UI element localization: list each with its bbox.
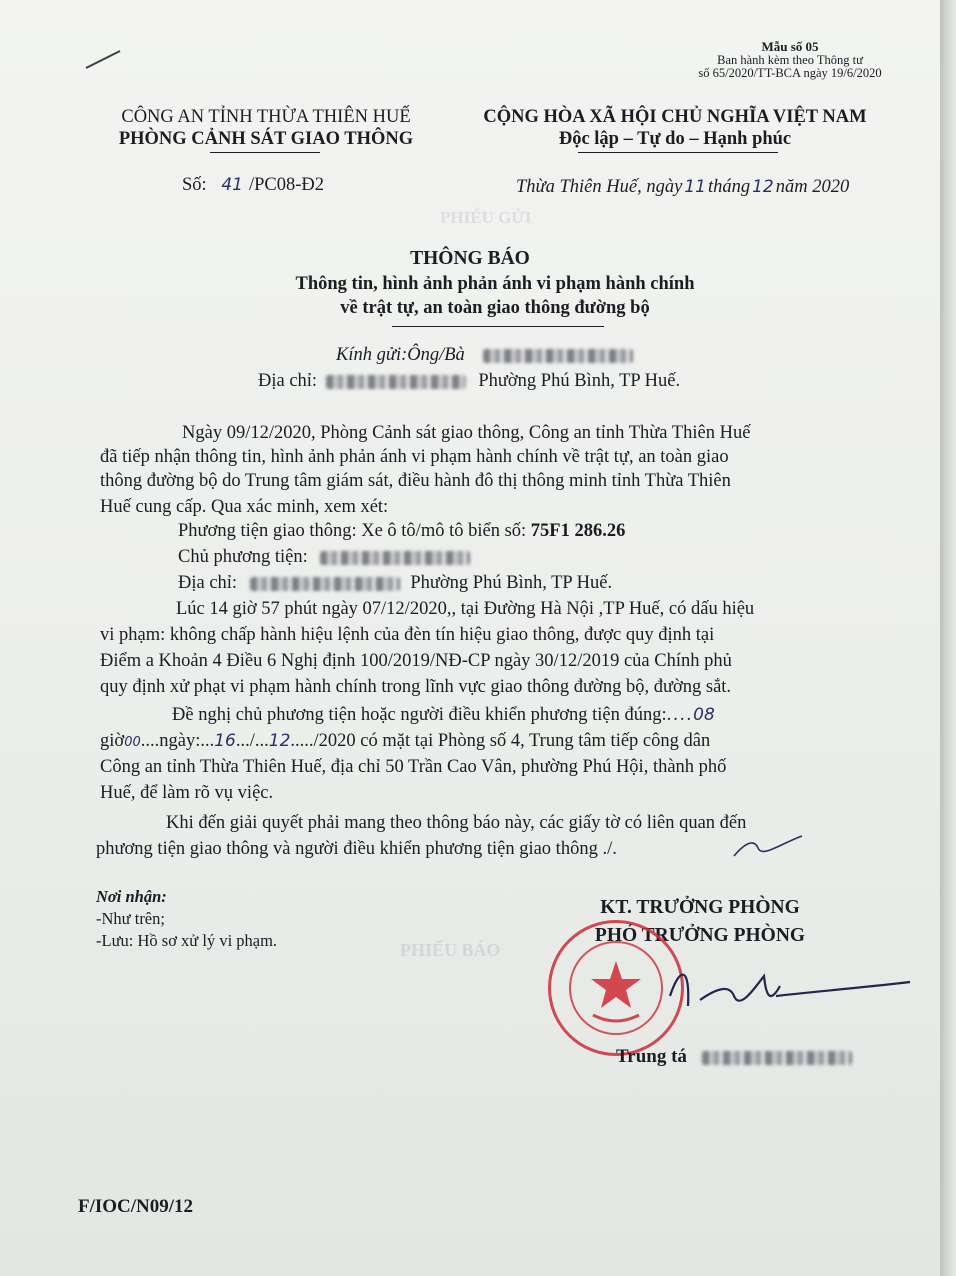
notice-subtitle-line2: về trật tự, an toàn giao thông đường bộ xyxy=(340,298,650,318)
para1-line1: Ngày 09/12/2020, Phòng Cảnh sát giao thông, Công an tỉnh Thừa Thiên Huế xyxy=(182,423,751,443)
recipient-label: Kính gửi:Ông/Bà xyxy=(336,345,465,365)
state-header xyxy=(440,106,910,150)
appointment-hour: 08 xyxy=(693,705,715,725)
appointment-minute: 00 xyxy=(124,735,141,750)
para4-line2: phương tiện giao thông và người điều khiển phương tiện giao thông ./. xyxy=(96,839,617,859)
license-plate: 75F1 286.26 xyxy=(530,521,626,541)
reference-number xyxy=(182,174,324,196)
ref-suffix: /PC08-Đ2 xyxy=(248,175,324,195)
notice-subtitle xyxy=(0,272,956,320)
place-date xyxy=(516,176,849,198)
notice-subtitle-line1: Thông tin, hình ảnh phản ánh vi phạm hành chính xyxy=(295,274,695,294)
para3-line3: Công an tỉnh Thừa Thiên Huế, địa chỉ 50 Trần Cao Vân, phường Phú Hội, thành phố xyxy=(100,757,727,777)
recipient-address-label: Địa chỉ: xyxy=(258,371,318,391)
appointment-month: 12 xyxy=(268,731,291,751)
recipient-address-line xyxy=(258,370,680,392)
date-label: ngày: xyxy=(159,731,201,751)
redacted-recipient-name xyxy=(483,349,633,363)
agency-line1: CÔNG AN TỈNH THỪA THIÊN HUẾ xyxy=(121,107,411,127)
date-day: 11 xyxy=(684,177,706,197)
redacted-recipient-address xyxy=(326,375,466,389)
signature-title-1: KT. TRƯỞNG PHÒNG xyxy=(600,897,800,918)
recipient-line xyxy=(336,344,633,366)
notice-title: THÔNG BÁO xyxy=(410,248,530,269)
bleed-through-text: PHIẾU GỬI xyxy=(440,208,532,227)
owner-address-label: Địa chỉ: xyxy=(178,573,238,593)
place-date-month-label: tháng xyxy=(707,177,751,197)
vehicle-line xyxy=(178,520,625,542)
state-line2: Độc lập – Tự do – Hạnh phúc xyxy=(558,129,792,149)
vehicle-label: Phương tiện giao thông: Xe ô tô/mô tô biển số: xyxy=(178,521,527,541)
handwritten-check-mark xyxy=(728,834,808,864)
para1-line3: thông đường bộ do Trung tâm giám sát, điều hành đô thị thông minh tỉnh Thừa Thiên xyxy=(100,471,731,491)
bleed-through-text: PHIẾU BÁO xyxy=(400,940,501,960)
redacted-owner-name xyxy=(320,551,470,565)
recipient-address-tail: Phường Phú Bình, TP Huế. xyxy=(478,371,681,391)
recipients-label: Nơi nhận: xyxy=(96,887,167,906)
para3-line2-tail: /2020 có mặt tại Phòng số 4, Trung tâm tiếp công dân xyxy=(313,731,711,751)
hour-label: giờ xyxy=(100,731,125,751)
owner-label: Chủ phương tiện: xyxy=(178,547,308,567)
para1-line4: Huế cung cấp. Qua xác minh, xem xét: xyxy=(100,497,389,517)
redacted-signer-name xyxy=(702,1051,852,1065)
para2-line1: Lúc 14 giờ 57 phút ngày 07/12/2020,, tại Đường Hà Nội ,TP Huế, có dấu hiệu xyxy=(176,599,755,619)
title-underline xyxy=(392,326,604,327)
agency-header xyxy=(96,106,436,150)
appointment-day: 16 xyxy=(214,731,236,751)
handwritten-signature xyxy=(660,956,920,1026)
form-issued-line1: Ban hành kèm theo Thông tư xyxy=(717,53,863,67)
para1-line2: đã tiếp nhận thông tin, hình ảnh phản ánh vi phạm hành chính về trật tự, an toàn giao xyxy=(100,447,729,467)
recipient-item: -Lưu: Hồ sơ xử lý vi phạm. xyxy=(96,931,278,950)
state-underline xyxy=(578,152,778,153)
para2-line3: Điểm a Khoản 4 Điều 6 Nghị định 100/2019/NĐ-CP ngày 30/12/2019 của Chính phủ xyxy=(100,651,732,671)
state-line1: CỘNG HÒA XÃ HỘI CHỦ NGHĨA VIỆT NAM xyxy=(483,107,867,127)
form-number-block xyxy=(660,40,920,80)
para2-line2: vi phạm: không chấp hành hiệu lệnh của đèn tín hiệu giao thông, được quy định tại xyxy=(100,625,715,645)
owner-address-tail: Phường Phú Bình, TP Huế. xyxy=(410,573,613,593)
para3-line4: Huế, để làm rõ vụ việc. xyxy=(100,783,274,803)
para4-line1: Khi đến giải quyết phải mang theo thông báo này, các giấy tờ có liên quan đến xyxy=(166,813,747,833)
form-number: Mẫu số 05 xyxy=(761,39,819,54)
signature-title-2: PHÓ TRƯỞNG PHÒNG xyxy=(594,925,806,946)
paper-stack-edge xyxy=(940,0,956,1276)
signer-line xyxy=(616,1046,852,1068)
place-date-prefix: Thừa Thiên Huế, ngày xyxy=(516,177,683,197)
para3-line1: Đề nghị chủ phương tiện hoặc người điều khiển phương tiện đúng:....08 xyxy=(172,705,715,725)
owner-address-line xyxy=(178,572,612,594)
form-issued-line2: số 65/2020/TT-BCA ngày 19/6/2020 xyxy=(698,66,882,80)
document-code: F/IOC/N09/12 xyxy=(78,1196,194,1217)
agency-line2: PHÒNG CẢNH SÁT GIAO THÔNG xyxy=(118,129,414,149)
para3-line2: giờ00....ngày:...16.../...12...../2020 có mặt tại Phòng số 4, Trung tâm tiếp công dân xyxy=(100,731,711,751)
ref-prefix: Số: xyxy=(182,175,207,195)
redacted-owner-address xyxy=(250,577,400,591)
signer-rank: Trung tá xyxy=(616,1046,687,1067)
agency-underline xyxy=(210,152,320,153)
para4-line2-text: phương tiện giao thông và người điều khiển phương tiện giao thông xyxy=(96,839,598,859)
pen-mark xyxy=(84,48,124,70)
recipients-block xyxy=(96,886,277,952)
ref-number-handwritten: 41 xyxy=(221,175,243,195)
para2-line4: quy định xử phạt vi phạm hành chính trong lĩnh vực giao thông đường bộ, đường sắt. xyxy=(100,677,732,697)
owner-line xyxy=(178,546,470,568)
para3-line1-text: Đề nghị chủ phương tiện hoặc người điều khiển phương tiện đúng: xyxy=(172,705,667,725)
place-date-year: năm 2020 xyxy=(775,177,850,197)
recipient-item: -Như trên; xyxy=(96,909,165,928)
date-month: 12 xyxy=(752,177,774,197)
